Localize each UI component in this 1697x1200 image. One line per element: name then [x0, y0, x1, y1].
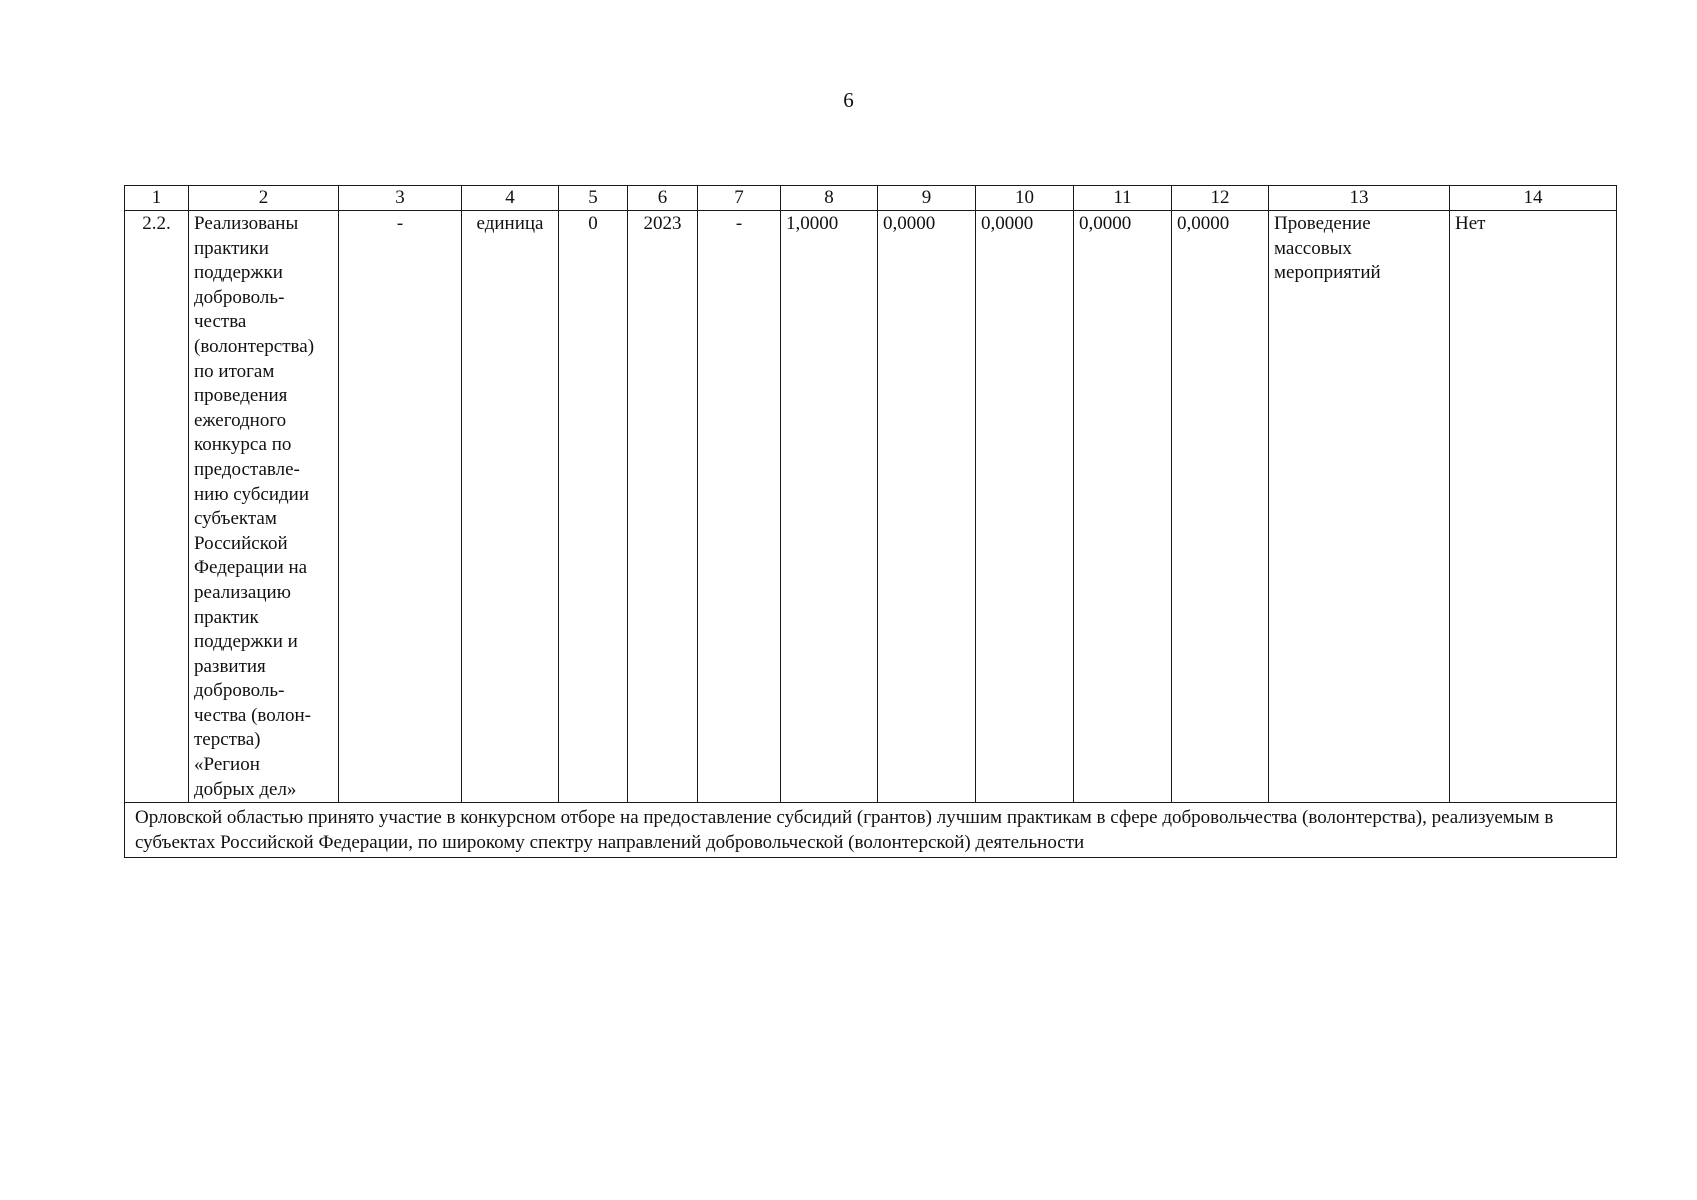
header-col-3: 3	[339, 186, 462, 211]
indicator-name: Реализованы практики поддержки доброволь- чества (волонтерства) по итогам проведения ежегодного конкурса по предоставле- нию субсидии субъектам Российской Федерации на реализацию практик поддержки и развития доброволь- чества (волон- терства) «Регион добрых дел»	[189, 211, 339, 803]
page-number: 6	[843, 88, 854, 112]
header-col-12: 12	[1172, 186, 1269, 211]
header-col-8: 8	[781, 186, 878, 211]
header-col-6: 6	[628, 186, 698, 211]
cell-col-14: Нет	[1450, 211, 1617, 803]
cell-col-9: 0,0000	[878, 211, 976, 803]
header-col-5: 5	[559, 186, 628, 211]
header-col-1: 1	[125, 186, 189, 211]
cell-col-3: -	[339, 211, 462, 803]
year-cell: 2023	[628, 211, 698, 803]
header-col-13: 13	[1269, 186, 1450, 211]
cell-col-5: 0	[559, 211, 628, 803]
note-text: Орловской областью принято участие в конкурсном отборе на предоставление субсидий (грантов) лучшим практикам в сфере добровольчества (волонтерства), реализуемым в субъектах Российской Федерации, по широкому спектру направлений добровольческой (волонтерской) деятельности	[125, 803, 1617, 858]
cell-col-10: 0,0000	[976, 211, 1074, 803]
header-col-9: 9	[878, 186, 976, 211]
event-cell: Проведение массовых мероприятий	[1269, 211, 1450, 803]
header-col-10: 10	[976, 186, 1074, 211]
header-col-7: 7	[698, 186, 781, 211]
row-number: 2.2.	[125, 211, 189, 803]
header-col-11: 11	[1074, 186, 1172, 211]
cell-col-7: -	[698, 211, 781, 803]
cell-col-8: 1,0000	[781, 211, 878, 803]
table-row	[125, 211, 1617, 803]
unit-cell: единица	[462, 211, 559, 803]
header-col-14: 14	[1450, 186, 1617, 211]
cell-col-12: 0,0000	[1172, 211, 1269, 803]
header-col-2: 2	[189, 186, 339, 211]
report-table	[124, 185, 1617, 858]
header-row	[125, 186, 1617, 211]
header-col-4: 4	[462, 186, 559, 211]
note-row	[125, 803, 1617, 858]
cell-col-11: 0,0000	[1074, 211, 1172, 803]
